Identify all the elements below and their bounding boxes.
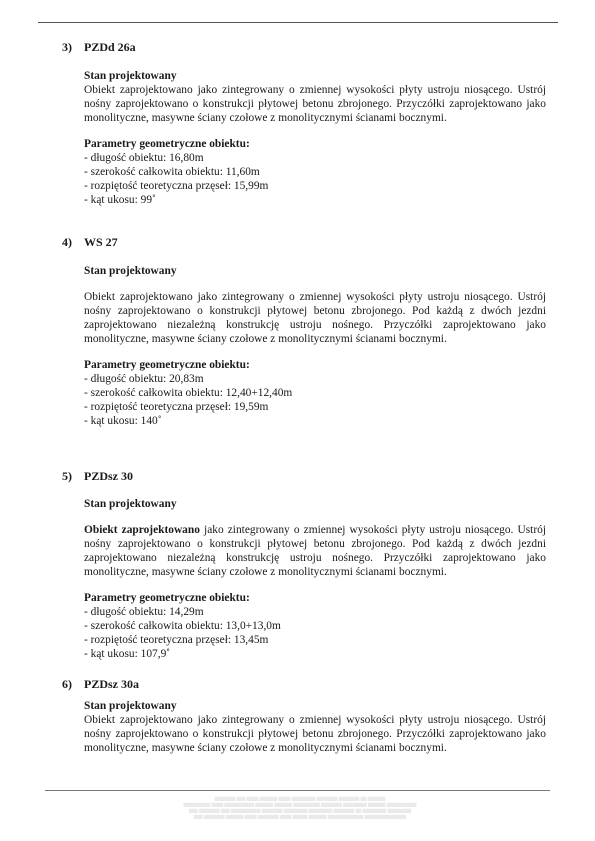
params-heading: Parametry geometryczne obiektu: bbox=[84, 138, 250, 150]
params-list bbox=[84, 605, 546, 661]
section-3-body bbox=[84, 69, 546, 207]
section-4-body bbox=[84, 264, 546, 428]
section-3-heading bbox=[62, 40, 136, 54]
section-number: 6) bbox=[62, 677, 72, 691]
param-item: - rozpiętość teoretyczna przęseł: 15,99m bbox=[84, 180, 269, 192]
section-paragraph: Obiekt zaprojektowano jako zintegrowany o zmiennej wysokości płyty ustroju niosącego. Ustrój nośny zaprojektowano o konstrukcji płytowej betonu zbrojonego. Pod każdą z dwóch jezdni zaprojektowano niezależną konstrukcję ustroju nośnego. Przyczółki zaprojektowano jako monolityczne, masywne ściany czołowe z monolitycznymi ścianami bocznymi. bbox=[84, 291, 546, 345]
footer-fineprint bbox=[100, 796, 500, 820]
params-heading: Parametry geometryczne obiektu: bbox=[84, 592, 250, 604]
state-heading: Stan projektowany bbox=[84, 700, 177, 712]
footer-rule bbox=[45, 790, 550, 791]
param-item: - rozpiętość teoretyczna przęseł: 13,45m bbox=[84, 634, 269, 646]
param-item: - długość obiektu: 14,29m bbox=[84, 606, 204, 618]
section-5-heading bbox=[62, 469, 133, 483]
section-number: 4) bbox=[62, 235, 72, 249]
section-6-heading bbox=[62, 677, 139, 691]
section-paragraph: Obiekt zaprojektowano jako zintegrowany o zmiennej wysokości płyty ustroju niosącego. Ustrój nośny zaprojektowano o konstrukcji płytowej betonu zbrojonego. Przyczółki zaprojektowano jako monolityczne, masywne ściany czołowe z monolitycznymi ścianami bocznymi. bbox=[84, 714, 546, 754]
section-5-body bbox=[84, 497, 546, 661]
param-item: - długość obiektu: 20,83m bbox=[84, 373, 204, 385]
section-number: 3) bbox=[62, 40, 72, 54]
param-item: - kąt ukosu: 99˚ bbox=[84, 194, 156, 206]
footer-line: ▒▒▒ ▒▒▒▒▒▒▒ ▒▒▒ ▒▒▒▒▒▒▒▒▒▒ ▒▒▒▒▒▒▒ ▒▒▒▒▒▒▒▒ ▒▒▒▒▒▒▒▒ ▒▒▒▒▒▒▒ ▒▒ ▒▒▒▒▒▒▒▒ ▒▒▒▒▒▒▒▒ bbox=[188, 808, 412, 813]
param-item: - kąt ukosu: 140˚ bbox=[84, 415, 162, 427]
params-list bbox=[84, 151, 546, 207]
section-code: PZDsz 30 bbox=[84, 469, 133, 483]
section-6-body bbox=[84, 699, 546, 755]
state-heading: Stan projektowany bbox=[84, 498, 177, 510]
section-paragraph: Obiekt zaprojektowano jako zintegrowany o zmiennej wysokości płyty ustroju niosącego. Ustrój nośny zaprojektowano o konstrukcji płytowej betonu zbrojonego. Przyczółki zaprojektowano jako monolityczne, masywne ściany czołowe z monolitycznymi ścianami bocznymi. bbox=[84, 84, 546, 124]
param-item: - szerokość całkowita obiektu: 13,0+13,0m bbox=[84, 620, 281, 632]
section-4-heading bbox=[62, 235, 118, 249]
footer-line: ▒▒▒ ▒▒▒▒▒▒▒ ▒▒▒▒▒▒ ▒▒▒▒ ▒▒▒▒▒▒▒ ▒▒▒▒ ▒▒▒▒▒ ▒▒▒▒▒▒ ▒▒▒▒▒▒▒▒▒▒▒▒ ▒▒▒▒▒▒▒▒▒▒▒▒▒▒ bbox=[193, 814, 407, 819]
params-list bbox=[84, 372, 546, 428]
paragraph-lead-bold: Obiekt zaprojektowano bbox=[84, 524, 200, 536]
section-code: PZDd 26a bbox=[84, 40, 136, 54]
param-item: - szerokość całkowita obiektu: 11,60m bbox=[84, 166, 260, 178]
section-paragraph bbox=[84, 523, 546, 579]
footer-line: ▒▒▒▒▒▒▒ ▒▒▒ ▒▒▒▒ ▒▒▒▒▒▒ ▒▒▒▒ ▒▒▒▒▒▒▒▒ ▒▒▒▒▒▒▒ ▒▒▒▒▒▒▒ ▒▒ ▒▒▒▒▒▒ bbox=[214, 796, 386, 801]
param-item: - szerokość całkowita obiektu: 12,40+12,40m bbox=[84, 387, 293, 399]
section-code: WS 27 bbox=[84, 235, 118, 249]
params-heading: Parametry geometryczne obiektu: bbox=[84, 359, 250, 371]
footer-line: ▒▒▒▒▒▒▒▒▒ ▒▒▒▒ ▒▒▒▒▒▒▒▒▒▒ ▒▒▒▒▒▒ ▒▒▒▒▒▒ ▒▒▒▒▒▒▒▒▒ ▒▒▒▒▒▒▒ ▒▒▒▒▒▒▒▒ ▒▒▒▒▒▒ ▒▒▒▒▒▒▒▒▒▒ bbox=[183, 802, 417, 807]
paragraph-text: jako zintegrowany o zmiennej wysokości płyty ustroju niosącego. Ustrój nośny zaprojektowano o konstrukcji płytowej betonu zbrojonego. Pod każdą z dwóch jezdni zaprojektowano niezależną konstrukcję ustroju nośnego. Przyczółki zaprojektowano jako monolityczne, masywne ściany czołowe z monolitycznymi ścianami bocznymi. bbox=[84, 524, 546, 578]
section-number: 5) bbox=[62, 469, 72, 483]
param-item: - długość obiektu: 16,80m bbox=[84, 152, 204, 164]
section-code: PZDsz 30a bbox=[84, 677, 139, 691]
param-item: - kąt ukosu: 107,9˚ bbox=[84, 648, 171, 660]
state-heading: Stan projektowany bbox=[84, 70, 177, 82]
top-rule bbox=[38, 22, 558, 23]
state-heading: Stan projektowany bbox=[84, 265, 177, 277]
param-item: - rozpiętość teoretyczna przęseł: 19,59m bbox=[84, 401, 269, 413]
